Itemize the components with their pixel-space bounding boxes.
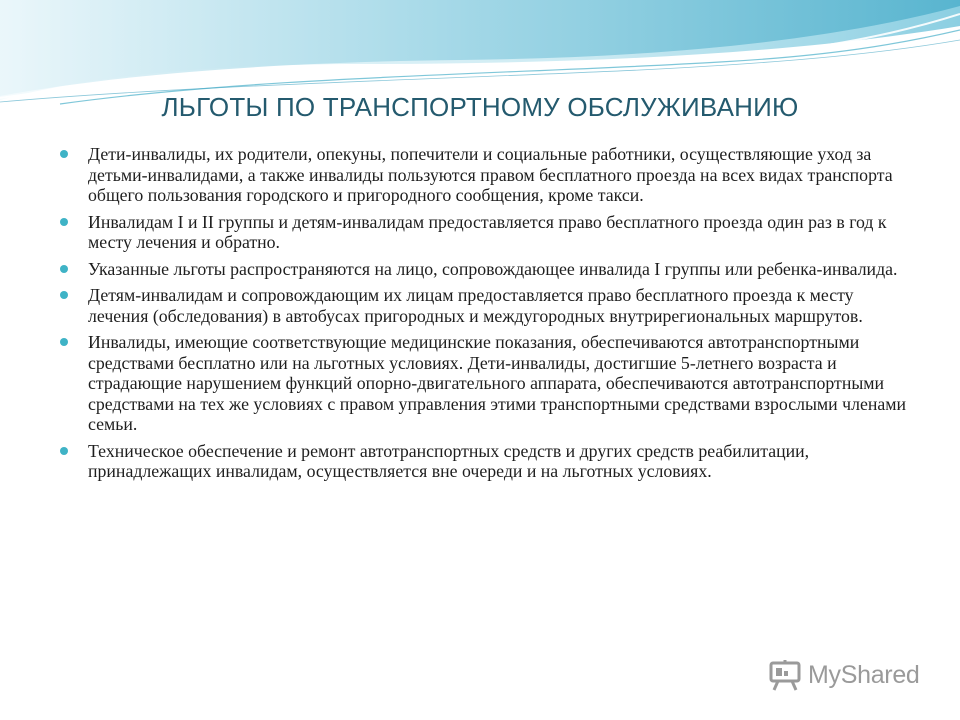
- watermark-text: MyShared: [808, 660, 920, 689]
- bullet-dot-icon: [60, 338, 68, 346]
- list-item-text: Указанные льготы распространяются на лицо, сопровождающее инвалида I группы или ребенка-инвалида.: [88, 258, 898, 279]
- bullet-dot-icon: [60, 218, 68, 226]
- list-item: [58, 332, 908, 435]
- list-item-text: Техническое обеспечение и ремонт автотранспортных средств и других средств реабилитации, принадлежащих инвалидам, осуществляется вне очереди и на льготных условиях.: [88, 440, 810, 481]
- list-item: [58, 441, 908, 482]
- list-item: [58, 212, 908, 253]
- list-item-text: Детям-инвалидам и сопровождающим их лицам предоставляется право бесплатного проезда к месту лечения (обследования) в автобусах пригородных и междугородных внутрирегиональных маршрутов.: [88, 285, 863, 326]
- bullet-dot-icon: [60, 447, 68, 455]
- list-item: [58, 259, 908, 280]
- list-item-text: Дети-инвалиды, их родители, опекуны, попечители и социальные работники, осуществляющие уход за детьми-инвалидами, а также инвалиды пользуются правом бесплатного проезда на всех видах транспорта общего пользования городского и пригородного сообщения, кроме такси.: [88, 144, 893, 205]
- list-item: [58, 144, 908, 206]
- bullet-dot-icon: [60, 150, 68, 158]
- list-item-text: Инвалиды, имеющие соответствующие медицинские показания, обеспечиваются автотранспортными средствами бесплатно или на льготных условиях. Дети-инвалиды, достигшие 5-летнего возраста и страдающие нарушением функций опорно-двигательного аппарата, обеспечиваются автотранспортными средствами на тех же условиях с правом управления этими транспортными средствами взрослыми членами семьи.: [88, 332, 907, 434]
- list-item-text: Инвалидам I и II группы и детям-инвалидам предоставляется право бесплатного проезда один раз в год к месту лечения и обратно.: [88, 211, 887, 252]
- bullet-list: [58, 144, 908, 488]
- list-item: [58, 285, 908, 326]
- slide-title: ЛЬГОТЫ ПО ТРАНСПОРТНОМУ ОБСЛУЖИВАНИЮ: [161, 92, 799, 122]
- presentation-board-icon: [768, 658, 802, 692]
- watermark-logo: [768, 655, 920, 695]
- bullet-dot-icon: [60, 291, 68, 299]
- bullet-dot-icon: [60, 265, 68, 273]
